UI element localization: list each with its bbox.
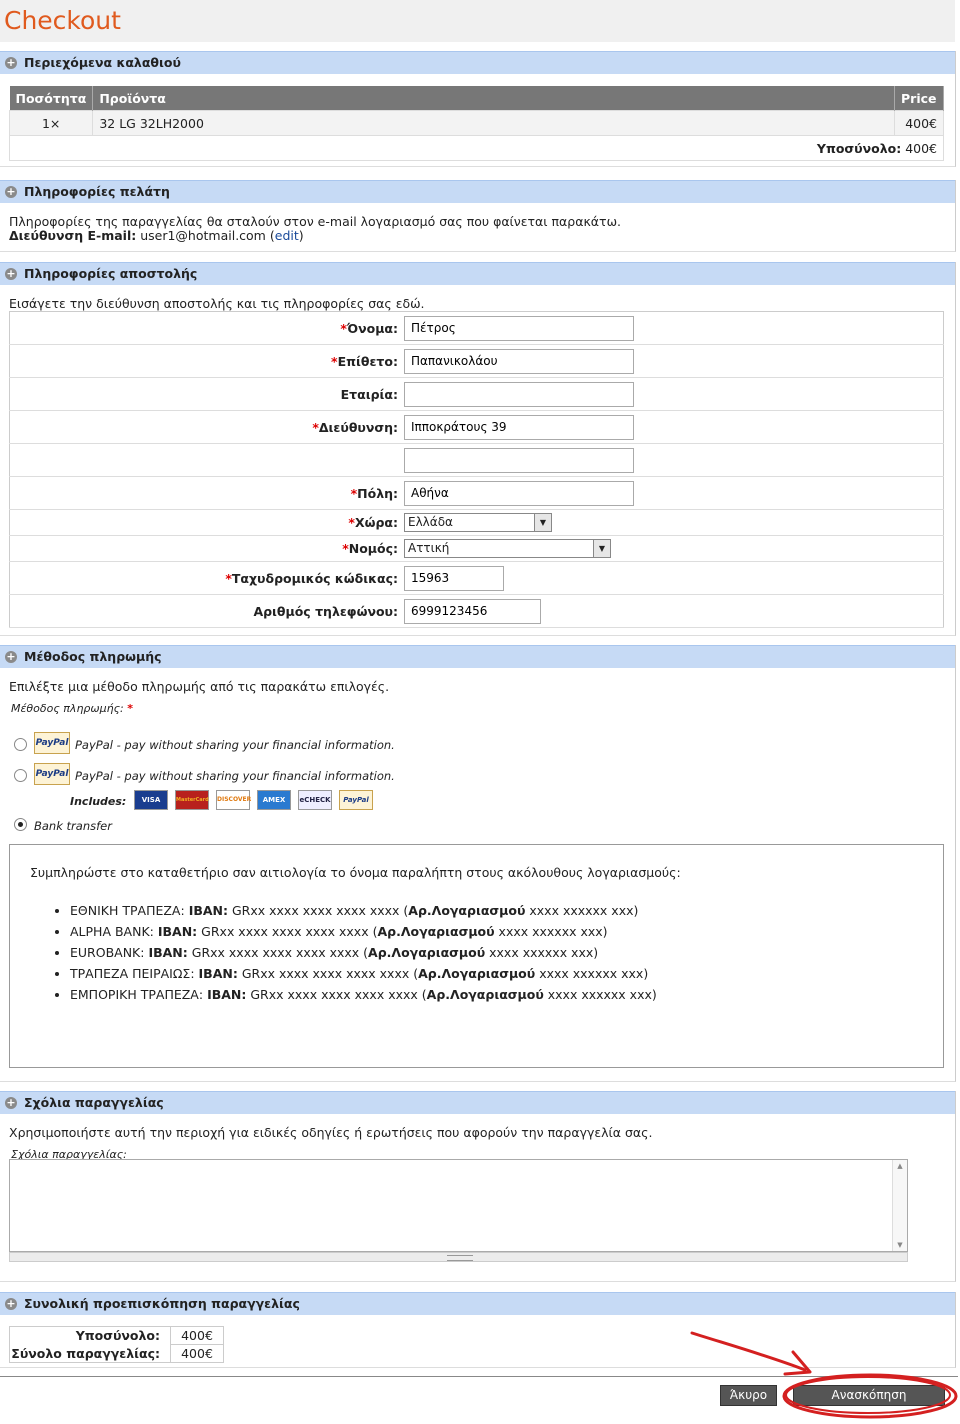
first-name-row: *Όνομα: Πέτρος	[10, 312, 944, 345]
scroll-down-icon[interactable]: ▼	[897, 1241, 903, 1249]
bank-item: • ALPHA BANK: IBAN: GRxx xxxx xxxx xxxx xxxx (Αρ.Λογαριασμού xxxx xxxxxx xxx)	[70, 921, 943, 942]
payment-method-label: Μέθοδος πληρωμής: *	[11, 702, 134, 715]
email-value: user1@hotmail.com	[140, 228, 266, 243]
mastercard-icon: MasterCard	[175, 790, 209, 810]
paypal-option-2-label: PayPal - pay without sharing your financial information.	[75, 769, 395, 783]
bank-intro: Συμπληρώστε στο καταθετήριο σαν αιτιολογία το όνομα παραλήπτη στους ακόλουθους λογαριασμούς:	[30, 865, 681, 880]
summary-total-value: 400€	[181, 1346, 213, 1361]
customer-info: Πληροφορίες της παραγγελίας θα σταλούν στον e-mail λογαριασμό σας που φαίνεται παρακάτω.	[9, 214, 622, 229]
bank-item: • ΤΡΑΠΕΖΑ ΠΕΙΡΑΙΩΣ: IBAN: GRxx xxxx xxxx xxxx xxxx (Αρ.Λογαριασμού xxxx xxxxxx xxx)	[70, 963, 943, 984]
summary-total-label: Σύνολο παραγγελίας:	[10, 1345, 171, 1363]
paypal-logo: PayPal	[34, 732, 70, 754]
expand-icon: +	[6, 650, 16, 663]
cart-item-qty: 1×	[10, 111, 93, 136]
bank-item: • ΕΜΠΟΡΙΚΗ ΤΡΑΠΕΖΑ: IBAN: GRxx xxxx xxxx xxxx xxxx (Αρ.Λογαριασμού xxxx xxxxxx xxx)	[70, 984, 943, 1005]
amex-icon: AMEX	[257, 790, 291, 810]
cancel-button[interactable]: Άκυρο	[720, 1385, 777, 1406]
bank-transfer-label: Bank transfer	[34, 819, 112, 833]
bank-item: • EUROBANK: IBAN: GRxx xxxx xxxx xxxx xxxx (Αρ.Λογαριασμού xxxx xxxxxx xxx)	[70, 942, 943, 963]
summary-subtotal-value: 400€	[171, 1327, 224, 1345]
cart-subtotal-label: Υποσύνολο:	[816, 140, 902, 156]
edit-email-link[interactable]: edit	[274, 228, 299, 243]
visa-icon: VISA	[134, 790, 168, 810]
cart-item-name: 32 LG 32LH2000	[93, 111, 895, 136]
company-row: Εταιρία:	[10, 378, 944, 411]
paypal-logo: PayPal	[34, 763, 70, 785]
scroll-up-icon[interactable]: ▲	[897, 1162, 903, 1170]
comments-field-label: Σχόλια παραγγελίας:	[11, 1148, 127, 1161]
shipping-section-header[interactable]: + Πληροφορίες αποστολής	[0, 262, 955, 285]
chevron-down-icon: ▼	[593, 540, 610, 557]
col-products: Προϊόντα	[93, 86, 895, 111]
payment-intro: Επιλέξτε μια μέθοδο πληρωμής από τις παρακάτω επιλογές.	[9, 679, 390, 694]
customer-email-line: Διεύθυνση E-mail: user1@hotmail.com (edit)	[9, 228, 304, 243]
phone-row: Αριθμός τηλεφώνου: 6999123456	[10, 595, 944, 628]
comments-section-header[interactable]: + Σχόλια παραγγελίας	[0, 1091, 955, 1114]
prefecture-select[interactable]: Αττική ▼	[404, 539, 611, 558]
postal-row: *Ταχυδρομικός κώδικας: 15963	[10, 562, 944, 595]
expand-icon: +	[6, 1297, 16, 1310]
last-name-row: *Επίθετο: Παπανικολάου	[10, 345, 944, 378]
summary-section-header[interactable]: + Συνολική προεπισκόπηση παραγγελίας	[0, 1292, 955, 1315]
prefecture-row: *Νομός: Αττική ▼	[10, 536, 944, 562]
chevron-down-icon: ▼	[534, 514, 551, 531]
cart-section-header[interactable]: + Περιεχόμενα καλαθιού	[0, 51, 955, 74]
payment-section-header[interactable]: + Μέθοδος πληρωμής	[0, 645, 955, 668]
echeck-icon: eCHECK	[298, 790, 332, 810]
expand-icon: +	[6, 1096, 16, 1109]
expand-icon: +	[6, 56, 16, 69]
paypal-icon: PayPal	[339, 790, 373, 810]
cart-item-price: 400€	[895, 111, 944, 136]
expand-icon: +	[6, 267, 16, 280]
col-quantity: Ποσότητα	[10, 86, 93, 111]
city-row: *Πόλη: Αθήνα	[10, 477, 944, 510]
address-row: *Διεύθυνση: Ιπποκράτους 39	[10, 411, 944, 444]
annotation-circle-inner	[786, 1377, 950, 1413]
annotation-arrow	[692, 1333, 805, 1370]
paypal-option-1-label: PayPal - pay without sharing your financial information.	[75, 738, 395, 752]
shipping-intro: Εισάγετε την διεύθυνση αποστολής και τις πληροφορίες σας εδώ.	[9, 296, 425, 311]
discover-icon: DISCOVER	[216, 790, 250, 810]
country-select[interactable]: Ελλάδα ▼	[404, 513, 552, 532]
summary-subtotal-label: Υποσύνολο:	[10, 1327, 171, 1345]
bank-item: • ΕΘΝΙΚΗ ΤΡΑΠΕΖΑ: IBAN: GRxx xxxx xxxx xxxx xxxx (Αρ.Λογαριασμού xxxx xxxxxx xxx)	[70, 900, 943, 921]
email-label: Διεύθυνση E-mail:	[9, 228, 137, 243]
cart-subtotal-value: 400€	[905, 140, 937, 156]
comments-intro: Χρησιμοποιήστε αυτή την περιοχή για ειδικές οδηγίες ή ερωτήσεις που αφορούν την παραγγελία σας.	[9, 1125, 653, 1140]
expand-icon: +	[6, 185, 16, 198]
page-title: Checkout	[4, 6, 121, 35]
country-row: *Χώρα: Ελλάδα ▼	[10, 510, 944, 536]
review-order-button[interactable]: Ανασκόπηση παραγγελίας	[793, 1385, 945, 1406]
col-price: Price	[895, 86, 944, 111]
customer-section-header[interactable]: + Πληροφορίες πελάτη	[0, 180, 955, 203]
includes-label: Includes:	[70, 795, 127, 808]
